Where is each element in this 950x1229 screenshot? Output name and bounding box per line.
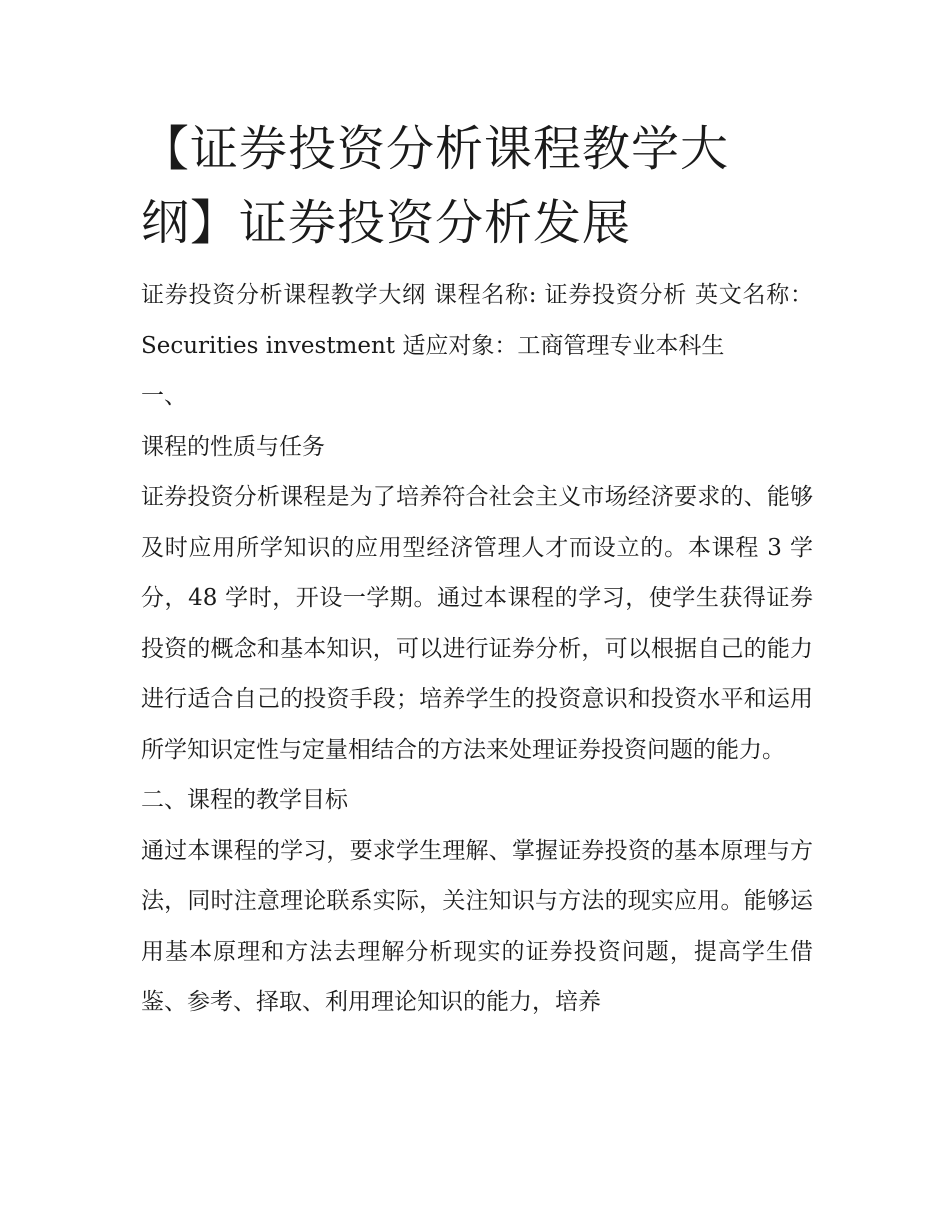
section-1-number: 一、: [141, 383, 187, 409]
course-intro: 证券投资分析课程教学大纲 课程名称: 证券投资分析 英文名称： Securities investment 适应对象：工商管理专业本科生: [141, 282, 813, 359]
document-title: 【证券投资分析课程教学大纲】证券投资分析发展: [141, 121, 730, 251]
section-1-title: 课程的性质与任务: [141, 433, 325, 460]
section-1-body: 证券投资分析课程是为了培养符合社会主义市场经济要求的、能够及时应用所学知识的应用型经济管理人才而设立的。本课程 3 学分，48 学时，开设一学期。通过本课程的学习，使学生获得证券投资的概念和基本知识，可以进行证券分析，可以根据自己的能力进行适合自己的投资手段；培养学生的投资意识和投资水平和运用所学知识定性与定量相结合的方法来处理证券投资问题的能力。: [141, 484, 813, 763]
section-2-heading: 二、课程的教学目标: [141, 787, 348, 813]
document-page: [141, 112, 813, 1028]
section-2-body: 通过本课程的学习，要求学生理解、掌握证券投资的基本原理与方法，同时注意理论联系实际，关注知识与方法的现实应用。能够运用基本原理和方法去理解分析现实的证券投资问题，提高学生借鉴、参考、择取、利用理论知识的能力，培养: [141, 837, 813, 1015]
